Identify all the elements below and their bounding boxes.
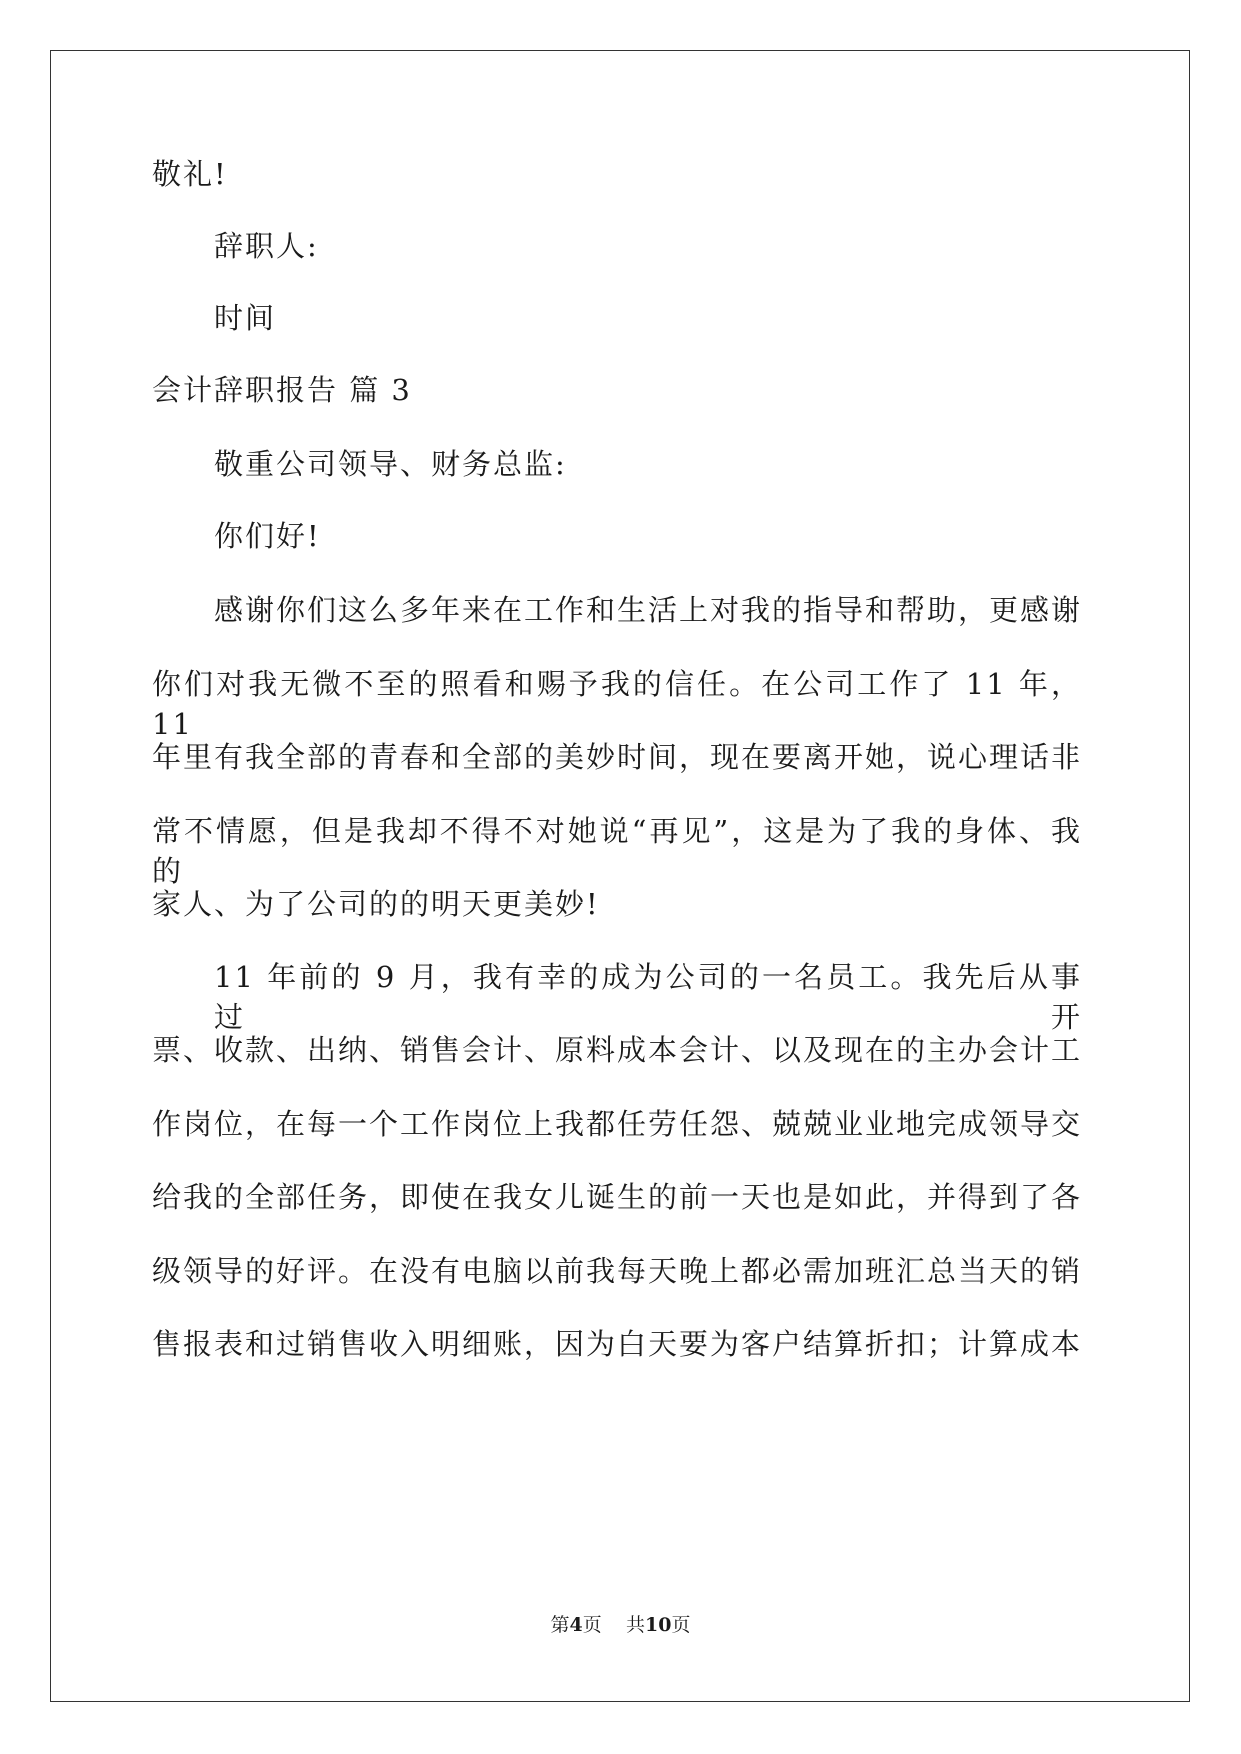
paragraph1-line: 常不情愿，但是我却不得不对她说“再见”，这是为了我的身体、我的 (152, 814, 1082, 888)
closing-text: 敬礼! (152, 157, 228, 191)
page-footer (0, 1612, 1241, 1638)
salutation: 敬重公司领导、财务总监: (214, 447, 567, 481)
paragraph2-line: 11 年前的 9 月，我有幸的成为公司的一名员工。我先后从事过开 (214, 960, 1082, 1034)
paragraph1-line: 你们对我无微不至的照看和赐予我的信任。在公司工作了 11 年，11 (152, 667, 1082, 741)
greeting: 你们好! (214, 519, 321, 553)
page-unit: 页 (582, 1614, 602, 1636)
paragraph2-line: 售报表和过销售收入明细账，因为白天要为客户结算折扣；计算成本 (152, 1327, 1083, 1361)
page-prefix: 第 (550, 1614, 570, 1636)
current-page-number: 4 (569, 1614, 583, 1636)
paragraph1-line: 年里有我全部的青春和全部的美妙时间，现在要离开她，说心理话非 (152, 740, 1083, 774)
date-label: 时间 (214, 301, 277, 335)
total-unit: 页 (671, 1614, 691, 1636)
paragraph2-line: 票、收款、出纳、销售会计、原料成本会计、以及现在的主办会计工 (152, 1033, 1083, 1067)
total-prefix: 共 (625, 1614, 645, 1636)
total-page-number: 10 (644, 1614, 672, 1636)
paragraph2-line: 级领导的好评。在没有电脑以前我每天晚上都必需加班汇总当天的销 (152, 1254, 1083, 1288)
section-heading: 会计辞职报告 篇 3 (152, 373, 412, 407)
paragraph1-line: 家人、为了公司的的明天更美妙! (152, 887, 600, 921)
paragraph1-line: 感谢你们这么多年来在工作和生活上对我的指导和帮助，更感谢 (214, 593, 1083, 627)
paragraph2-line: 作岗位，在每一个工作岗位上我都任劳任怨、兢兢业业地完成领导交 (152, 1107, 1083, 1141)
paragraph2-line: 给我的全部任务，即使在我女儿诞生的前一天也是如此，并得到了各 (152, 1180, 1083, 1214)
signature-label: 辞职人: (214, 229, 319, 263)
